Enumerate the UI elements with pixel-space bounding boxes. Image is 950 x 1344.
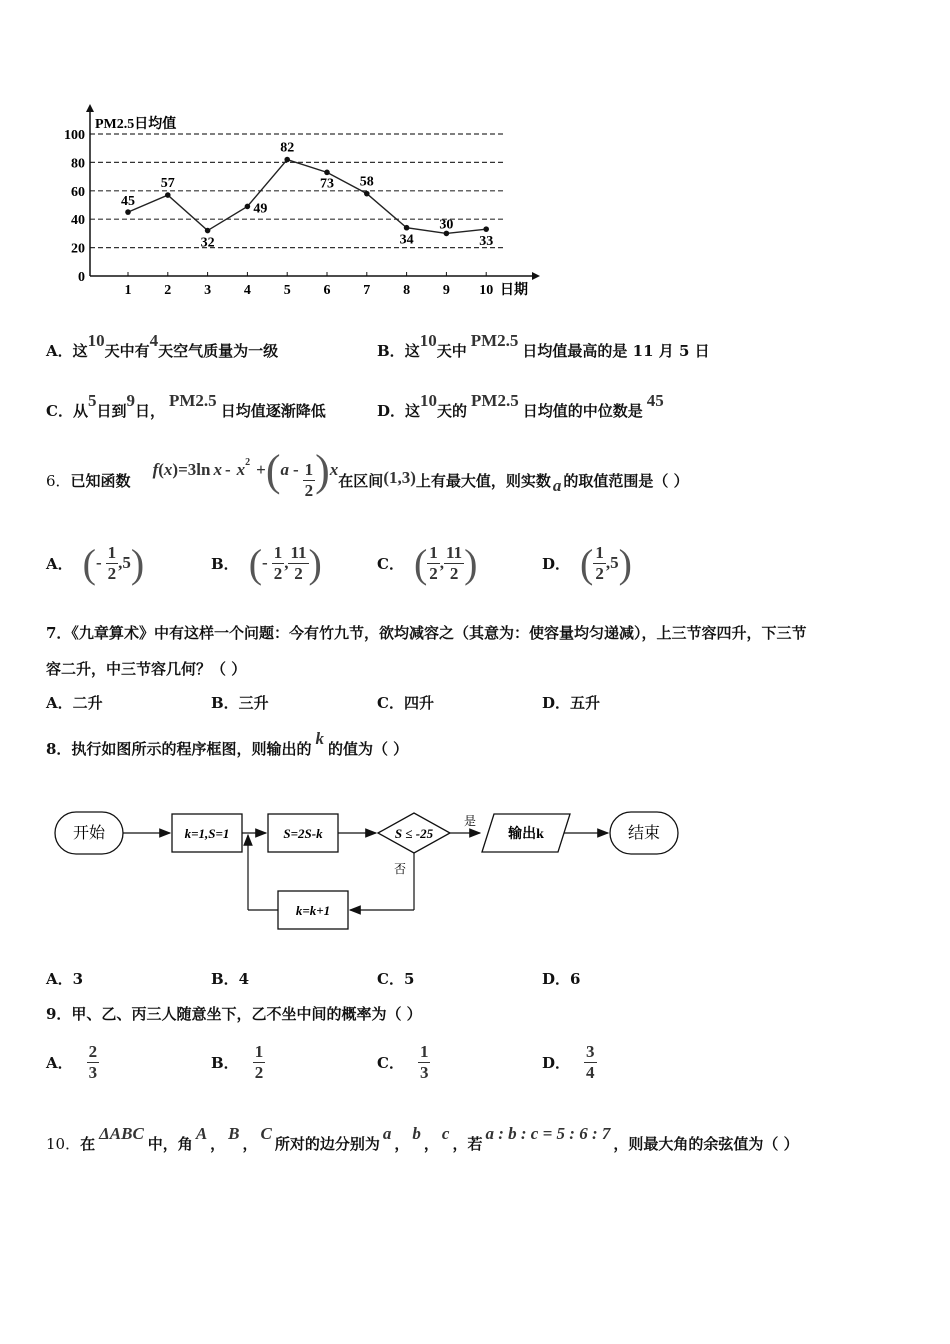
chart-title: PM2.5日均值 — [95, 117, 177, 132]
data-label: 30 — [439, 217, 454, 233]
y-axis-arrow — [86, 104, 94, 112]
flow-update-label: S=2S-k — [283, 826, 323, 841]
q5-option-d[interactable]: D．这10天的PM2.5日均值的中位数是45 — [377, 391, 664, 420]
x-tick-label: 6 — [323, 283, 331, 298]
data-point — [364, 191, 370, 197]
q8-option-d[interactable]: D．6 — [542, 970, 581, 988]
q6-stem: 6． 已知函数 f ( x ) =3ln x - x 2 + ( a - $\frac{1}{2}$ ) x 在区间 (1,3) 上有最大值，则实数 a 的取值范围是（ ） — [46, 445, 689, 500]
data-point — [245, 204, 251, 210]
q7-line2: 容二升，中三节容几何？（ ） — [46, 660, 247, 678]
q7-option-c[interactable]: C．四升 — [377, 694, 434, 712]
q8-stem: 8．执行如图所示的程序框图，则输出的k的值为（ ） — [46, 729, 409, 758]
q8-option-c[interactable]: C．5 — [377, 970, 415, 988]
q9-option-c[interactable]: C． $\frac{1}{3}$ — [377, 1041, 429, 1082]
q5-option-c[interactable]: C．从5日到9日，PM2.5日均值逐渐降低 — [46, 391, 326, 420]
q6-option-c[interactable]: C． ( $\frac{1}{2}$ , $\frac{11}{2}$ ) — [377, 540, 478, 586]
x-tick-label: 3 — [204, 283, 212, 298]
x-tick-label: 1 — [124, 283, 132, 298]
flow-end-label: 结束 — [627, 825, 661, 842]
q9-stem: 9．甲、乙、丙三人随意坐下，乙不坐中间的概率为（ ） — [46, 1005, 422, 1023]
data-point — [324, 170, 330, 176]
x-tick-label: 10 — [479, 283, 494, 298]
data-label: 45 — [121, 194, 135, 210]
y-tick-label: 100 — [64, 128, 85, 143]
x-tick-label: 7 — [363, 283, 371, 298]
flow-no-label: 否 — [393, 862, 407, 876]
q7-option-b[interactable]: B．三升 — [211, 694, 269, 712]
data-label: 33 — [479, 234, 494, 250]
y-tick-label: 20 — [71, 241, 85, 257]
flow-decision-label: S ≤ -25 — [394, 826, 434, 841]
data-point — [205, 228, 211, 234]
q7-option-a[interactable]: A．二升 — [46, 694, 103, 712]
q8-option-b[interactable]: B．4 — [211, 970, 250, 988]
x-tick-label: 5 — [283, 283, 291, 298]
q7-option-d[interactable]: D．五升 — [542, 694, 601, 712]
x-tick-label: 8 — [403, 283, 411, 298]
q7-line1: 7．《九章算术》中有这样一个问题：今有竹九节，欲均减容之（其意为：使容量均匀递减），上三节容四升，下三节 — [46, 624, 807, 642]
data-label: 34 — [399, 232, 414, 248]
q9-option-b[interactable]: B． $\frac{1}{2}$ — [211, 1041, 264, 1082]
pm25-line-chart — [40, 100, 560, 305]
q8-flowchart — [50, 795, 690, 945]
data-point — [125, 209, 131, 215]
q5-option-b[interactable]: B．这10天中PM2.5日均值最高的是 11 月 5 日 — [377, 331, 710, 360]
data-point — [483, 226, 489, 232]
data-label: 57 — [160, 176, 175, 192]
chart-xlabel: 日期 — [500, 283, 528, 298]
data-label: 58 — [359, 174, 374, 190]
data-label: 82 — [280, 140, 295, 156]
data-point — [404, 225, 410, 231]
q5-option-a[interactable]: A．这10天中有4天空气质量为一级 — [46, 331, 279, 360]
y-tick-label: 60 — [71, 184, 85, 200]
x-tick-label: 2 — [164, 283, 172, 298]
q10-stem: 10．在ΔABC中，角A，B，C所对的边分别为a，b，c，若a : b : c = 5 : 6 : 7，则最大角的余弦值为（ ） — [46, 1124, 799, 1153]
data-point — [165, 192, 171, 198]
flow-start-label: 开始 — [72, 825, 106, 842]
q8-option-a[interactable]: A．3 — [46, 970, 84, 988]
data-label: 32 — [200, 235, 215, 251]
flow-output-label: 输出k — [508, 827, 544, 842]
y-tick-label: 0 — [78, 270, 85, 285]
flow-increment-label: k=k+1 — [295, 903, 331, 918]
q6-option-d[interactable]: D． ( $\frac{1}{2}$ ,5 ) — [542, 540, 632, 586]
y-tick-label: 40 — [71, 213, 85, 229]
series-line — [128, 160, 486, 234]
data-label: 73 — [320, 176, 334, 192]
flow-yes-label: 是 — [463, 814, 477, 828]
flow-init-label: k=1,S=1 — [184, 826, 230, 841]
x-tick-label: 9 — [442, 283, 450, 298]
q9-option-d[interactable]: D． $\frac{3}{4}$ — [542, 1041, 595, 1082]
x-axis-arrow — [532, 272, 540, 280]
data-label: 49 — [253, 201, 268, 217]
data-point — [284, 157, 290, 163]
q6-option-a[interactable]: A． ( - $\frac{1}{2}$ ,5 ) — [46, 540, 145, 586]
q6-option-b[interactable]: B． ( - $\frac{1}{2}$ , $\frac{11}{2}$ ) — [211, 540, 322, 586]
q9-option-a[interactable]: A． $\frac{2}{3}$ — [46, 1041, 98, 1082]
x-tick-label: 4 — [243, 283, 251, 298]
y-tick-label: 80 — [71, 156, 85, 172]
